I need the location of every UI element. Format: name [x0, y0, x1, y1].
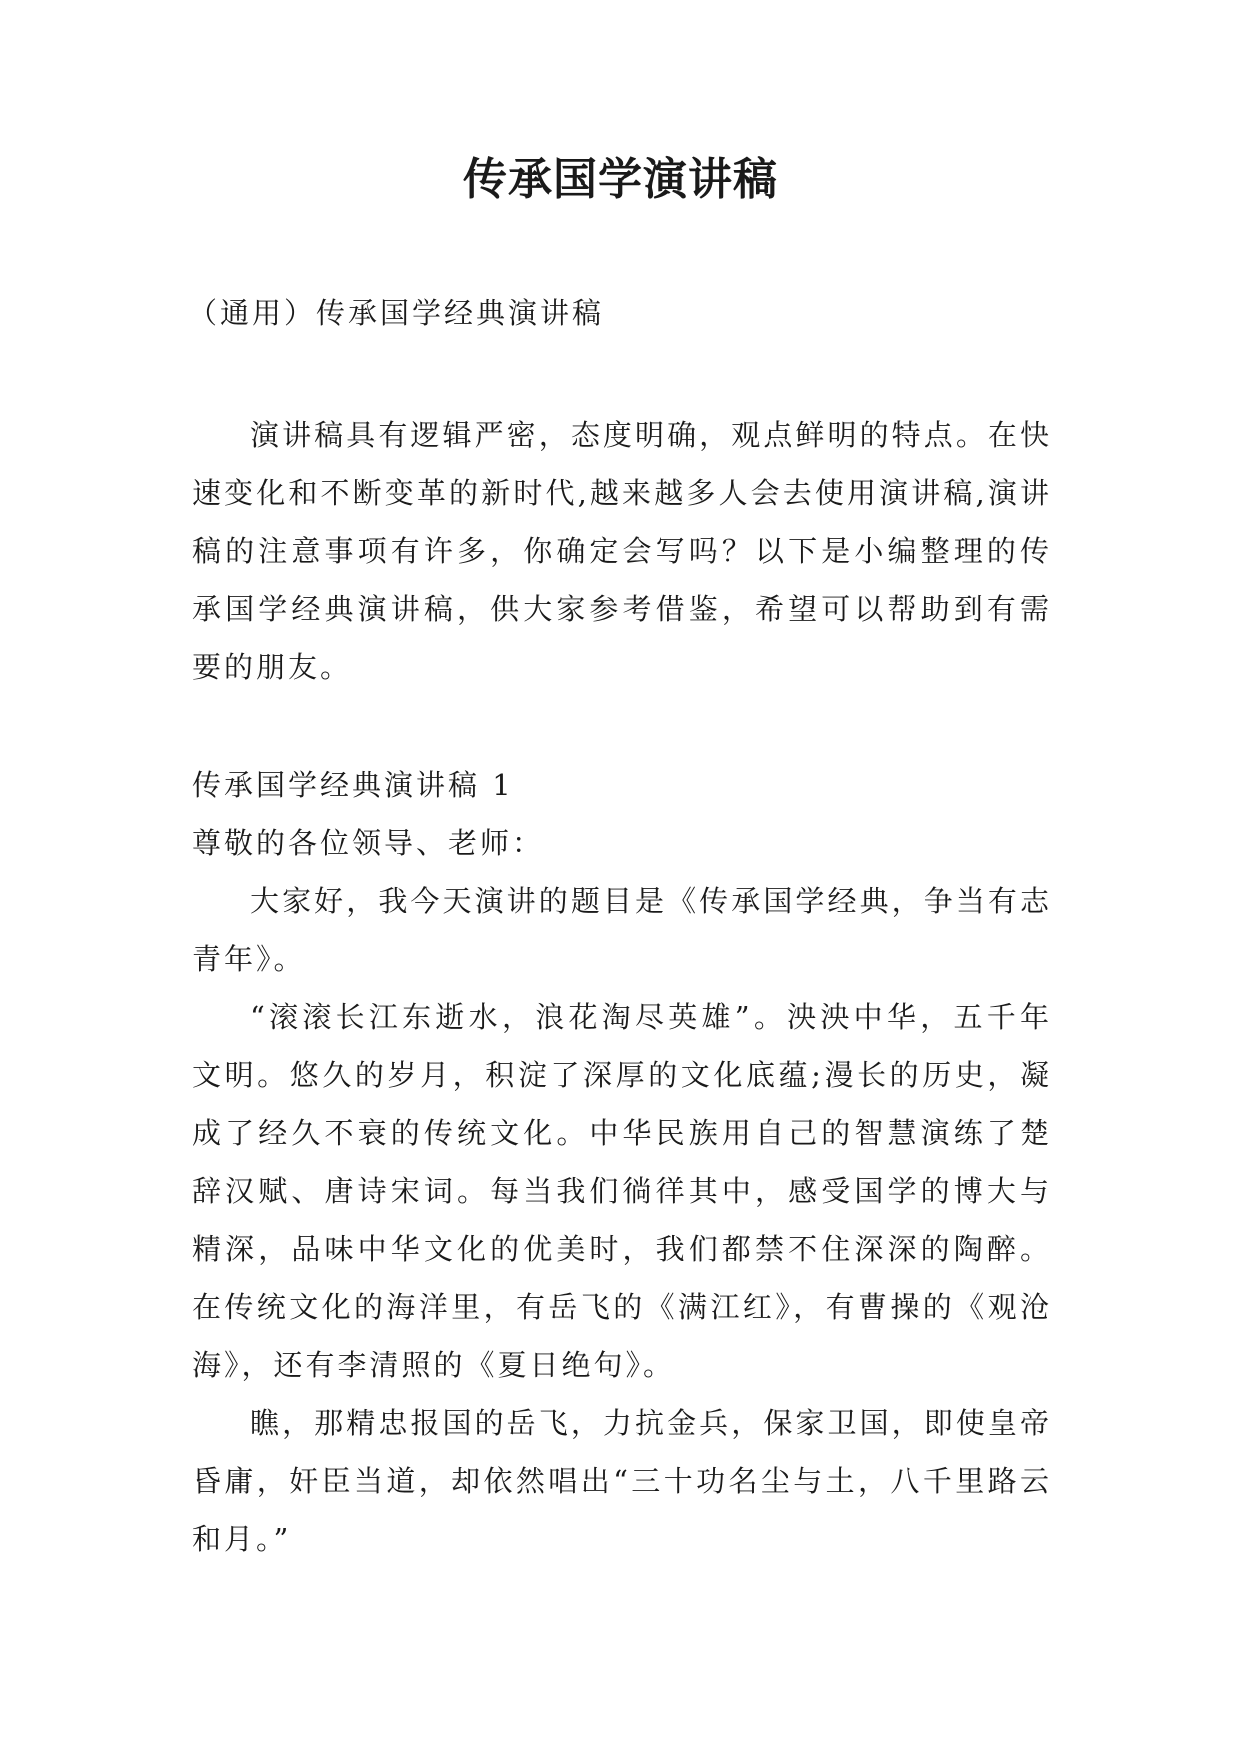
body-paragraph: “滚滚长江东逝水，浪花淘尽英雄”。泱泱中华，五千年文明。悠久的岁月，积淀了深厚的文化底蕴;漫长的历史，凝成了经久不衰的传统文化。中华民族用自己的智慧演练了楚辞汉赋、唐诗宋词。每当我们徜徉其中，感受国学的博大与精深，品味中华文化的优美时，我们都禁不住深深的陶醉。在传统文化的海洋里，有岳飞的《满江红》，有曹操的《观沧海》，还有李清照的《夏日绝句》。: [192, 1000, 1052, 1382]
body-paragraph: 瞧，那精忠报国的岳飞，力抗金兵，保家卫国，即使皇帝昏庸，奸臣当道，却依然唱出“三十功名尘与土，八千里路云和月。”: [192, 1406, 1052, 1556]
document-title: 传承国学演讲稿: [463, 154, 778, 205]
body-paragraph: 大家好，我今天演讲的题目是《传承国学经典，争当有志青年》。: [192, 884, 1052, 976]
salutation: 尊敬的各位领导、老师：: [192, 826, 545, 860]
document-subtitle: （通用）传承国学经典演讲稿: [188, 296, 605, 330]
intro-paragraph: 演讲稿具有逻辑严密，态度明确，观点鲜明的特点。在快速变化和不断变革的新时代,越来越多人会去使用演讲稿,演讲稿的注意事项有许多，你确定会写吗？以下是小编整理的传承国学经典演讲稿，供大家参考借鉴，希望可以帮助到有需要的朋友。: [192, 418, 1052, 684]
speech-section: [192, 756, 1052, 1568]
section-heading: 传承国学经典演讲稿 1: [192, 768, 514, 802]
intro-section: [192, 406, 1052, 696]
